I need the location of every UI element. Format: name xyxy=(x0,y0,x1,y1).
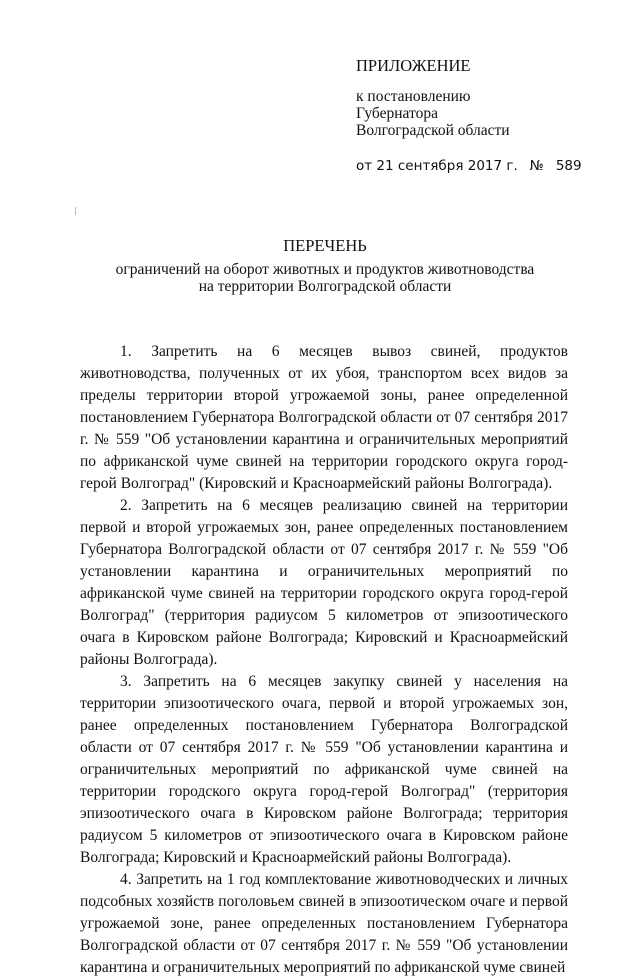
appendix-number-label: № xyxy=(529,158,544,174)
appendix-line-3: Волгоградской области xyxy=(356,122,510,139)
paragraph-3: 3. Запретить на 6 месяцев закупку свиней у населения на территории эпизоотического очага, первой и второй угрожаемых зон, ранее определенных постановлением Губернатора Волгоградской области от 07 сентября 2017 г. № 559 "Об установлении карантина и ограничительных мероприятий по африканской чуме свиней на территории городского округа город-герой Волгоград" (территория эпизоотического очага в Кировском районе Волгограда; территория радиусом 5 километров от эпизоотического очага в Кировском районе Волгограда; Кировский и Красноармейский районы Волгограда). xyxy=(80,673,568,866)
appendix-date-row xyxy=(356,157,616,175)
appendix-title: ПРИЛОЖЕНИЕ xyxy=(356,56,471,75)
appendix-line-2: Губернатора xyxy=(356,105,438,122)
document-body xyxy=(80,341,568,979)
paragraph-4: 4. Запретить на 1 год комплектование животноводческих и личных подсобных хозяйств поголовьем свиней в эпизоотическом очаге и первой угрожаемой зоне, ранее определенных постановлением Губернатора Волгоградской области от 07 сентября 2017 г. № 559 "Об установлении карантина и ограничительных мероприятий по африканской чуме свиней xyxy=(80,871,568,976)
paragraph-2: 2. Запретить на 6 месяцев реализацию свиней на территории первой и второй угрожаемых зон, ранее определенных постановлением Губернатора Волгоградской области от 07 сентября 2017 г. № 559 "Об установлении карантина и ограничительных мероприятий по африканской чуме свиней на территории городского округа город-герой Волгоград" (территория радиусом 5 километров от эпизоотического очага в Кировском районе Волгограда; Кировский и Красноармейский районы Волгограда). xyxy=(80,497,568,668)
appendix-line-1: к постановлению xyxy=(356,88,471,105)
subtitle-line-2: на территории Волгоградской области xyxy=(198,278,452,295)
appendix-number: 589 xyxy=(555,158,582,174)
appendix-block xyxy=(356,56,616,175)
appendix-date: от 21 сентября 2017 г. xyxy=(356,158,518,174)
document-subtitle xyxy=(60,261,590,295)
subtitle-line-1: ограничений на оборот животных и продуктов животноводства xyxy=(115,261,535,278)
document-title: ПЕРЕЧЕНЬ xyxy=(283,236,367,255)
scan-artifact xyxy=(75,207,76,215)
paragraph-1: 1. Запретить на 6 месяцев вывоз свиней, продуктов животноводства, полученных от их убоя, транспортом всех видов за пределы территории второй угрожаемой зоны, ранее определенной постановлением Губернатора Волгоградской области от 07 сентября 2017 г. № 559 "Об установлении карантина и ограничительных мероприятий по африканской чуме свиней на территории городского округа город-герой Волгоград" (Кировский и Красноармейский районы Волгограда). xyxy=(80,343,568,492)
